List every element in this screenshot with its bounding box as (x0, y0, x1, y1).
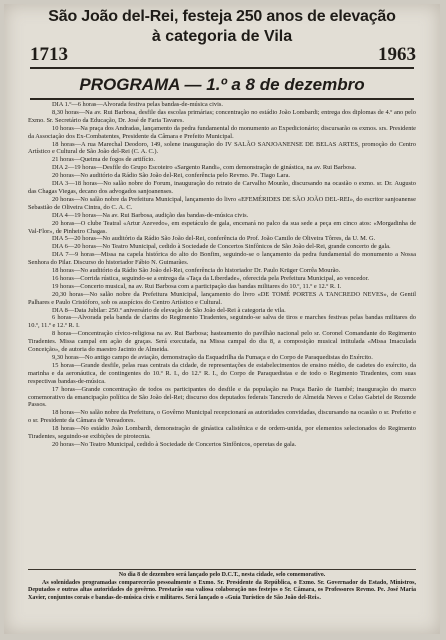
program-item: DIA 2—19 horas—Desfile do Grupo Escoteiro «Sargento Randi», com demonstração de ginástica, na av. Rui Barbosa. (52, 164, 357, 172)
program-item: 8 horas—Concentração cívico-religiosa na av. Rui Barbosa; hasteamento do pavilhão nacional pelo sr. Coronel Comandante do Regimento Tiradentes. Missa campal em ação de graças. Será executada, na Missa campal do dia 8, a composição musical intitulada «Missa Imaculada Conceição», de autoria do maestro Jacinto de Almeida. (28, 330, 416, 354)
program-item: 20,30 horas—No salão nobre da Prefeitura Municipal, lançamento do livro «DE TOMÉ PORTES A TANCREDO NEVES», de Gentil Palhares e Paulo Cristóforo, sob os auspícios do Centro Artístico e Cultural. (28, 290, 416, 306)
year-end: 1963 (378, 44, 416, 65)
footer-body: As solenidades programadas comparecerão pessoalmente o Exmo. Sr. Presidente da República, o Exmo. Sr. Governador do Estado, Ministros, Deputados e outras altas autoridades do govêrno. Prestarão sua valiosa colaboração nos festejos o Sr. Câmara, os Professores Revmo. Pe. José Maria Xavier, conjuntos corais e bandas-de-música civis e militares. Será lançado o «Guia Turístico de São João del-Rei». (28, 579, 416, 601)
program-title: PROGRAMA — 1.º a 8 de dezembro (79, 75, 365, 94)
program-item: DIA 6—20 horas—No Teatro Municipal, cedido à Sociedade de Concertos Sinfônicos de São João del-Rei, grande concerto de gala. (52, 243, 391, 251)
program-item: 18 horas—A rua Marechal Deodoro, 149, solene inauguração do IV SALÃO SANJOANENSE DE BELAS ARTES, promoção do Centro Artístico e Cultural de São João del-Rei (C. A. C.). (28, 140, 416, 156)
program-item: 20 horas—O clube Teatral «Artur Azevedo», em espetáculo de gala, encenará no palco da sua sede a peça em cinco atos: «Morgadinha de Val-Flor», de Pinheiro Chagas. (28, 219, 416, 235)
program-item: DIA 7—9 horas—Missa na capela histórica do alto do Bonfim, seguindo-se o lançamento da pedra fundamental do monumento a Nossa Senhora do Pilar. Discurso do historiador Fábio N. Guimarães. (28, 251, 416, 267)
program-item: 6 horas—Alvorada pela banda de clarins do Regimento Tiradentes, seguindo-se salva de tiros e marches festivas pelas bandas militares do 10.º, 11.º e 12.º R. I. (28, 314, 416, 330)
program-item: 19 horas—Concerto musical, na av. Rui Barbosa com a participação das bandas militares do 10.º, 11.º e 12.º R. I. (52, 282, 342, 290)
program-item: 18 horas—No estádio João Lombardi, demonstração de ginástica calistênica e de ordem-unida, por elementos selecionados do Regimento Tiradentes, seguindo-se exibições de pirotecnia. (28, 425, 416, 441)
year-start: 1713 (30, 44, 68, 65)
program-item: 18 horas—No auditório da Rádio São João del-Rei, conferência do historiador Dr. Paulo Krüger Corrêa Mourão. (52, 267, 341, 275)
footer-stamp-note: No dia 8 de dezembro será lançado pelo D.C.T., nesta cidade, selo comemorativo. (118, 572, 326, 578)
footer-notes (28, 572, 416, 602)
program-item: 17 horas—Grande concentração de todos os participantes do desfile e da população na Praça Barão de Itambé; inauguração do marco comemorativo da emancipação política de São João del-Rei; discurso dos deputados federais Tancredo de Almeida Neves e Celso Gabriel de Rezende Passos. (28, 385, 416, 409)
document-page (4, 4, 440, 634)
program-item: 20 horas—No auditório da Rádio São João del-Rei, conferência pelo Revmo. Pe. Tiago Lara. (52, 172, 290, 180)
divider-bottom (30, 98, 414, 100)
program-item: DIA 5—20 horas—No auditório da Rádio São João del-Rei, conferência do Prof. João Camilo de Oliveira Tôrres, da U. M. G. (52, 235, 376, 243)
program-item: 9,30 horas—No antigo campo de aviação, demonstração da Esquadrilha da Fumaça e do Corpo de Paraquedistas do Exército. (52, 354, 373, 361)
divider-top (30, 67, 414, 69)
program-item: 20 horas—No salão nobre da Prefeitura Municipal, lançamento do livro «EFEMÉRIDES DE SÃO JOÃO DEL-REI», do escritor sanjoanense Sebastião de Oliveira Cintra, do C. A. C. (28, 195, 416, 211)
headline: São João del-Rei, festeja 250 anos de elevação (48, 8, 396, 25)
program-item: DIA 1.º—6 horas—Alvorada festiva pelas bandas-de-música civis. (52, 101, 223, 108)
program-item: DIA 4—19 horas—Na av. Rui Barbosa, audição das bandas-de-música civis. (52, 211, 249, 219)
subheadline: à categoria de Vila (151, 28, 293, 45)
program-item: 16 horas—Corrida rústica, seguindo-se a entrega da «Taça da Liberdade», oferecida pela Prefeitura Municipal, ao vencedor. (52, 274, 369, 282)
program-item: DIA 3—18 horas—No salão nobre do Forum, inauguração do retrato de Carvalho Mourão, discursando na ocasião o exmo. sr. Dr. Augusto das Chagas Viegas, decano dos advogados sanjoanenses. (28, 180, 416, 195)
program-item: 21 horas—Queima de fogos de artifício. (52, 156, 155, 164)
program-item: 8,30 horas—Na av. Rui Barbosa, desfile das escolas primárias; concentração no estádio João Lombardi; entrega dos diplomas de 4.º ano pelo Exmo. Sr. Secretário da Educação, Dr. José de Faria Tavares. (28, 108, 416, 124)
program-body (28, 101, 416, 449)
program-item: 15 horas—Grande desfile, pelas ruas centrais da cidade, de representações de estabelecimentos de ensino médio, de cadetes do exército, da marinha e da aeronáutica, de contingentes do 10.º R. I., do 12.º R. I., do Corpo de Paraquedistas e de todo o Regimento Tiradentes, com suas respectivas bandas-de-música. (28, 361, 416, 385)
program-item: 20 horas—No Teatro Municipal, cedido à Sociedade de Concertos Sinfônicos, operetas de gala. (52, 440, 297, 448)
program-item: 10 horas—Na praça dos Andradas, lançamento da pedra fundamental do monumento ao Expedicionário; discursarão os exmos. srs. Presidente da Associação dos Ex-Combatentes, Presidente da Câmara e Prefeito Municipal. (28, 124, 416, 140)
program-item: 18 horas—No salão nobre da Prefeitura, o Govêrno Municipal recepcionará as autoridades convidadas, discursando na ocasião o sr. Prefeito e o sr. Presidente da Câmara de Vereadores. (28, 409, 416, 425)
footer-divider (28, 569, 416, 570)
program-item: DIA 8—Data Jubilar: 250.º aniversário de elevação de São João del-Rei à categoria de vila. (52, 306, 286, 314)
